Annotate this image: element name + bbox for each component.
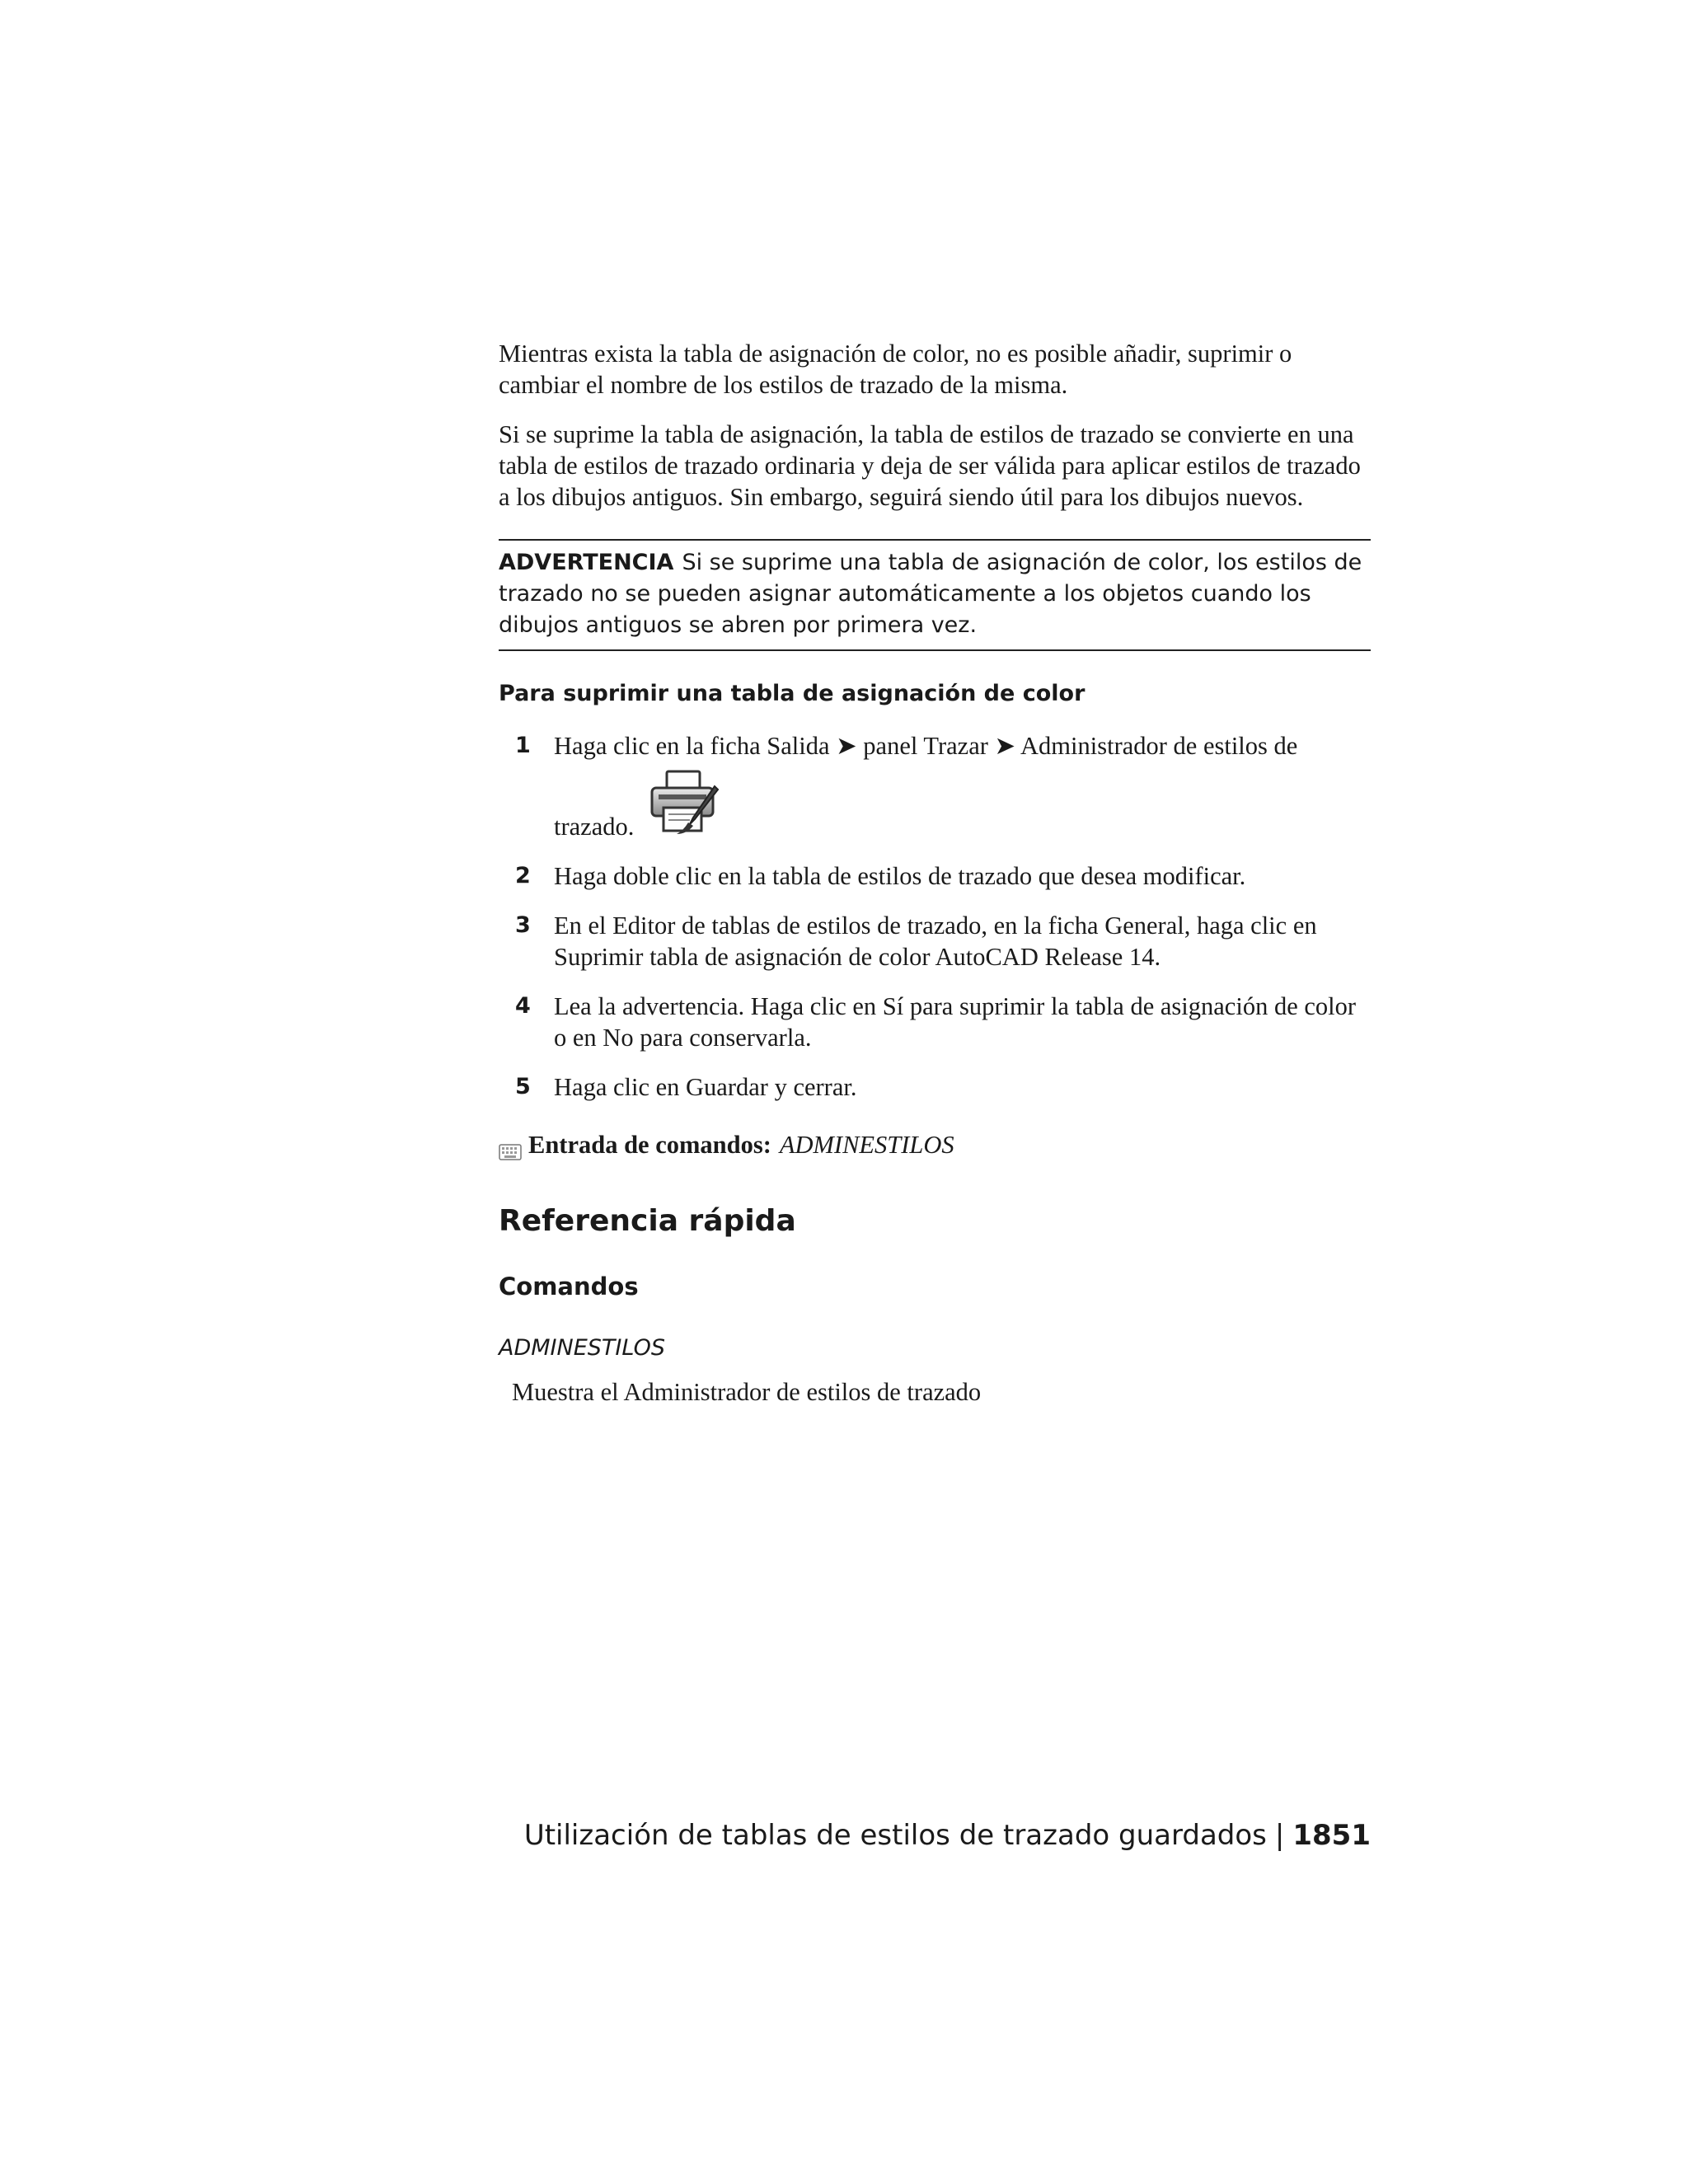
step-text: Haga clic en Guardar y cerrar. — [554, 1073, 857, 1101]
step-item — [499, 860, 1371, 892]
warning-label: ADVERTENCIA — [499, 550, 674, 575]
step-item — [499, 1071, 1371, 1103]
command-entry-value: ADMINESTILOS — [779, 1131, 954, 1159]
page-content — [499, 338, 1371, 1408]
body-paragraph: Si se suprime la tabla de asignación, la tabla de estilos de trazado se convierte en una tabla de estilos de trazado ordinaria y deja de ser válida para aplicar estilos de trazado a los dibujos antiguos. Sin embargo, seguirá siendo útil para los dibujos nuevos. — [499, 420, 1361, 511]
step-text: Haga doble clic en la tabla de estilos de trazado que desea modificar. — [554, 862, 1246, 890]
warning-text: Si se suprime una tabla de asignación de color, los estilos de trazado no se pueden asignar automáticamente a los objetos cuando los dibujos antiguos se abren por primera vez. — [499, 550, 1362, 638]
keyboard-icon — [499, 1137, 522, 1153]
command-description: Muestra el Administrador de estilos de trazado — [512, 1378, 982, 1406]
warning-box — [499, 539, 1371, 651]
command-name: ADMINESTILOS — [499, 1335, 665, 1361]
step-number: 2 — [515, 863, 531, 888]
subsection-heading: Comandos — [499, 1272, 639, 1301]
step-text: Lea la advertencia. Haga clic en Sí para suprimir la tabla de asignación de color o en No para conservarla. — [554, 992, 1357, 1052]
step-number: 1 — [515, 733, 531, 758]
page-footer — [524, 1817, 1371, 1854]
procedure-steps — [499, 730, 1371, 1103]
step-text: Haga clic en la ficha Salida ➤ panel Trazar ➤ Administrador de estilos de — [554, 732, 1298, 760]
body-paragraph: Mientras exista la tabla de asignación de color, no es posible añadir, suprimir o cambiar el nombre de los estilos de trazado de la misma. — [499, 340, 1292, 399]
step-text: En el Editor de tablas de estilos de trazado, en la ficha General, haga clic en Suprimir tabla de asignación de color AutoCAD Release 14. — [554, 912, 1317, 971]
footer-title: Utilización de tablas de estilos de trazado guardados — [523, 1819, 1267, 1852]
procedure-title: Para suprimir una tabla de asignación de color — [499, 681, 1085, 706]
step-item — [499, 991, 1371, 1053]
footer-separator: | — [1274, 1819, 1285, 1852]
command-entry-label: Entrada de comandos: — [528, 1131, 771, 1159]
step-number: 3 — [515, 912, 531, 938]
plot-style-manager-icon — [647, 768, 723, 839]
command-entry — [499, 1129, 1371, 1160]
step-item — [499, 910, 1371, 972]
step-text: trazado. — [554, 813, 635, 841]
step-number: 4 — [515, 993, 531, 1019]
step-number: 5 — [515, 1074, 531, 1099]
page-number: 1851 — [1292, 1819, 1371, 1852]
section-heading: Referencia rápida — [499, 1204, 796, 1238]
step-item — [499, 730, 1371, 842]
